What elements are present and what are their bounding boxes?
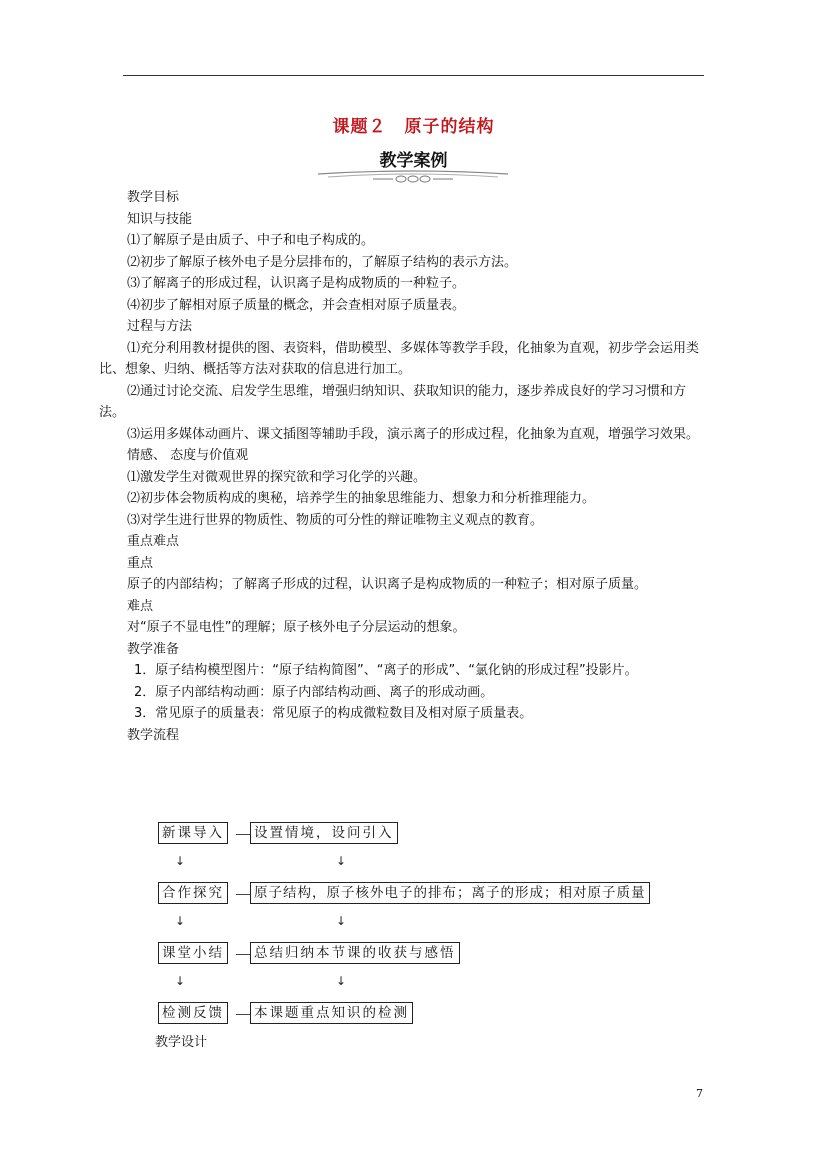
preparation-item-3: 3．常见原子的质量表：常见原子的构成微粒数目及相对原子质量表。: [134, 706, 533, 721]
heading-objectives: 教学目标: [127, 190, 180, 205]
flow-connector: [236, 834, 250, 835]
attitude-item-1: ⑴激发学生对微观世界的探究欲和学习化学的兴趣。: [127, 469, 427, 485]
flow-stage-2: 合作探究: [158, 882, 228, 904]
difficulty-text: 对“原子不显电性”的理解；原子核外电子分层运动的想象。: [127, 620, 466, 635]
header-rule: [123, 75, 704, 76]
heading-key-points: 重点难点: [127, 534, 180, 549]
subheading-key: 重点: [127, 555, 154, 571]
document-body: [99, 187, 707, 746]
knowledge-item-4: ⑷初步了解相对原子质量的概念，并会查相对原子质量表。: [127, 297, 466, 313]
flow-arrow-down: ↓: [336, 914, 347, 928]
flow-stage-4: 检测反馈: [158, 1002, 228, 1024]
preparation-item-1: 1．原子结构模型图片：“原子结构简图”、“离子的形成”、“氯化钠的形成过程”投影片。: [134, 663, 638, 678]
flow-arrow-down: ↓: [336, 974, 347, 988]
flow-arrow-down: ↓: [336, 854, 347, 868]
page-number: 7: [696, 1087, 703, 1100]
flow-detail-2: 原子结构，原子核外电子的排布；离子的形成；相对原子质量: [250, 882, 650, 904]
process-item-1: ⑴充分利用教材提供的图、表资料，借助模型、多媒体等教学手段，化抽象为直观，初步学会运用类比、想象、归纳、概括等方法对获取的信息进行加工。: [99, 340, 700, 377]
lesson-title: 课题２ 原子的结构: [332, 117, 495, 137]
flow-detail-1: 设置情境，设问引入: [250, 822, 398, 844]
knowledge-item-3: ⑶了解离子的形成过程，认识离子是构成物质的一种粒子。: [127, 276, 466, 291]
subheading-process: 过程与方法: [127, 319, 193, 334]
section-banner: 教学案例: [379, 151, 448, 171]
flow-stage-1: 新课导入: [158, 822, 228, 844]
knowledge-item-2: ⑵初步了解原子核外电子是分层排布的，了解原子结构的表示方法。: [127, 254, 518, 270]
flow-detail-4: 本课题重点知识的检测: [250, 1002, 413, 1024]
heading-design: 教学设计: [155, 1035, 208, 1050]
process-item-3: ⑶运用多媒体动画片、课文插图等辅助手段，演示离子的形成过程，化抽象为直观，增强学习效果。: [127, 426, 700, 442]
process-item-2: ⑵通过讨论交流、启发学生思维，增强归纳知识、获取知识的能力，逐步养成良好的学习习惯和方法。: [99, 383, 687, 420]
flow-connector: [236, 954, 250, 955]
teaching-flow-diagram: [158, 822, 678, 1027]
preparation-item-2: 2．原子内部结构动画：原子内部结构动画、离子的形成动画。: [134, 684, 494, 700]
key-point-text: 原子的内部结构；了解离子形成的过程，认识离子是构成物质的一种粒子；相对原子质量。: [127, 577, 648, 592]
knowledge-item-1: ⑴了解原子是由质子、中子和电子构成的。: [127, 233, 375, 248]
flow-connector: [236, 894, 250, 895]
subheading-difficulty: 难点: [127, 598, 154, 614]
flow-arrow-down: ↓: [175, 854, 186, 868]
heading-flow: 教学流程: [127, 727, 180, 743]
flow-detail-3: 总结归纳本节课的收获与感悟: [250, 942, 460, 964]
subheading-knowledge: 知识与技能: [127, 211, 193, 227]
flow-connector: [236, 1014, 250, 1015]
heading-preparation: 教学准备: [127, 641, 180, 657]
subheading-attitude: 情感、 态度与价值观: [127, 448, 249, 463]
flow-arrow-down: ↓: [175, 914, 186, 928]
flow-arrow-down: ↓: [175, 974, 186, 988]
attitude-item-2: ⑵初步体会物质构成的奥秘，培养学生的抽象思维能力、想象力和分析推理能力。: [127, 491, 596, 506]
flow-stage-3: 课堂小结: [158, 942, 228, 964]
banner-ornament: [313, 166, 513, 186]
attitude-item-3: ⑶对学生进行世界的物质性、物质的可分性的辩证唯物主义观点的教育。: [127, 512, 544, 528]
